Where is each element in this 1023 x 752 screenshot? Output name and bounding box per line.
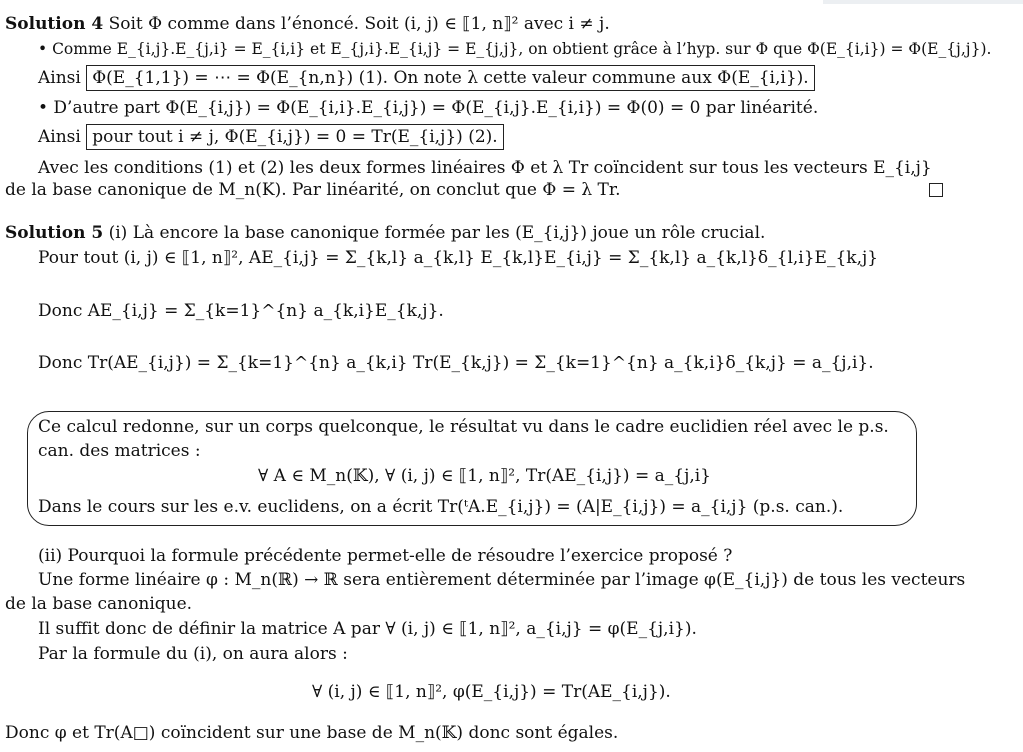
part-ii-line-6: ∀ (i, j) ∈ ⟦1, n⟧², φ(E_{i,j}) = Tr(AE_{i,j}).	[312, 682, 671, 702]
solution-4-line-4: • D’autre part Φ(E_{i,j}) = Φ(E_{i,i}.E_{i,j}) = Φ(E_{i,j}.E_{i,i}) = Φ(0) = 0 par linéarité.	[38, 98, 819, 118]
ainsi-label-1: Ainsi	[38, 68, 81, 88]
solution-5-heading-line	[5, 222, 765, 244]
boxed-result-1: Φ(E_{1,1}) = ⋯ = Φ(E_{n,n}) (1). On note λ cette valeur commune aux Φ(E_{i,i}).	[86, 65, 814, 91]
remark-line-3: ∀ A ∈ M_n(𝕂), ∀ (i, j) ∈ ⟦1, n⟧², Tr(AE_{i,j}) = a_{j,i}	[258, 466, 711, 486]
solution-4-line-3	[38, 65, 815, 91]
boxed-result-2: pour tout i ≠ j, Φ(E_{i,j}) = 0 = Tr(E_{i,j}) (2).	[86, 124, 503, 150]
remark-line-2: can. des matrices :	[38, 441, 201, 461]
solution-5-line-1: (i) Là encore la base canonique formée par les (E_{i,j}) joue un rôle crucial.	[108, 223, 766, 243]
solution-4-line-6: Avec les conditions (1) et (2) les deux formes linéaires Φ et λ Tr coïncident sur tous les vecteurs E_{i,j}	[38, 158, 932, 178]
part-ii-line-3: de la base canonique.	[5, 594, 193, 614]
remark-line-4: Dans le cours sur les e.v. euclidens, on a écrit Tr(ᵗA.E_{i,j}) = (A|E_{i,j}) = a_{i,j} (p.s. can.).	[38, 497, 844, 517]
solution-5-line-3: Donc AE_{i,j} = Σ_{k=1}^{n} a_{k,i}E_{k,j}.	[38, 301, 444, 321]
part-ii-line-5: Par la formule du (i), on aura alors :	[38, 644, 348, 664]
solution-4-heading-line	[5, 13, 610, 35]
solution-4-line-1: Soit Φ comme dans l’énoncé. Soit (i, j) ∈ ⟦1, n⟧² avec i ≠ j.	[108, 14, 610, 34]
part-ii-line-7: Donc φ et Tr(A□) coïncident sur une base de M_n(𝕂) donc sont égales.	[5, 723, 619, 743]
solution-4-line-2: • Comme E_{i,j}.E_{j,i} = E_{i,i} et E_{j,i}.E_{i,j} = E_{j,j}, on obtient grâce à l’hyp. sur Φ que Φ(E_{i,i}) = Φ(E_{j,j}).	[38, 40, 992, 58]
solution-4-line-7: de la base canonique de M_n(K). Par linéarité, on conclut que Φ = λ Tr.	[5, 180, 621, 200]
part-ii-line-2: Une forme linéaire φ : M_n(ℝ) → ℝ sera entièrement déterminée par l’image φ(E_{i,j}) de tous les vecteurs	[38, 570, 966, 590]
ainsi-label-2: Ainsi	[38, 127, 81, 147]
solution-5-line-2: Pour tout (i, j) ∈ ⟦1, n⟧², AE_{i,j} = Σ_{k,l} a_{k,l} E_{k,l}E_{i,j} = Σ_{k,l} a_{k,l}δ_{l,i}E_{k,j}	[38, 248, 879, 268]
qed-square-icon	[929, 183, 943, 197]
solution-5-line-4: Donc Tr(AE_{i,j}) = Σ_{k=1}^{n} a_{k,i} Tr(E_{k,j}) = Σ_{k=1}^{n} a_{k,i}δ_{k,j} = a_{j,i}.	[38, 353, 874, 373]
solution-5-title: Solution 5	[5, 223, 104, 243]
part-ii-line-4: Il suffit donc de définir la matrice A par ∀ (i, j) ∈ ⟦1, n⟧², a_{i,j} = φ(E_{j,i}).	[38, 619, 697, 639]
remark-line-1: Ce calcul redonne, sur un corps quelconque, le résultat vu dans le cadre euclidien réel avec le p.s.	[38, 417, 889, 437]
part-ii-line-1: (ii) Pourquoi la formule précédente permet-elle de résoudre l’exercice proposé ?	[38, 546, 733, 566]
solution-4-title: Solution 4	[5, 14, 104, 34]
solution-4-line-5	[38, 124, 504, 150]
page-edge-shadow	[823, 0, 1023, 4]
